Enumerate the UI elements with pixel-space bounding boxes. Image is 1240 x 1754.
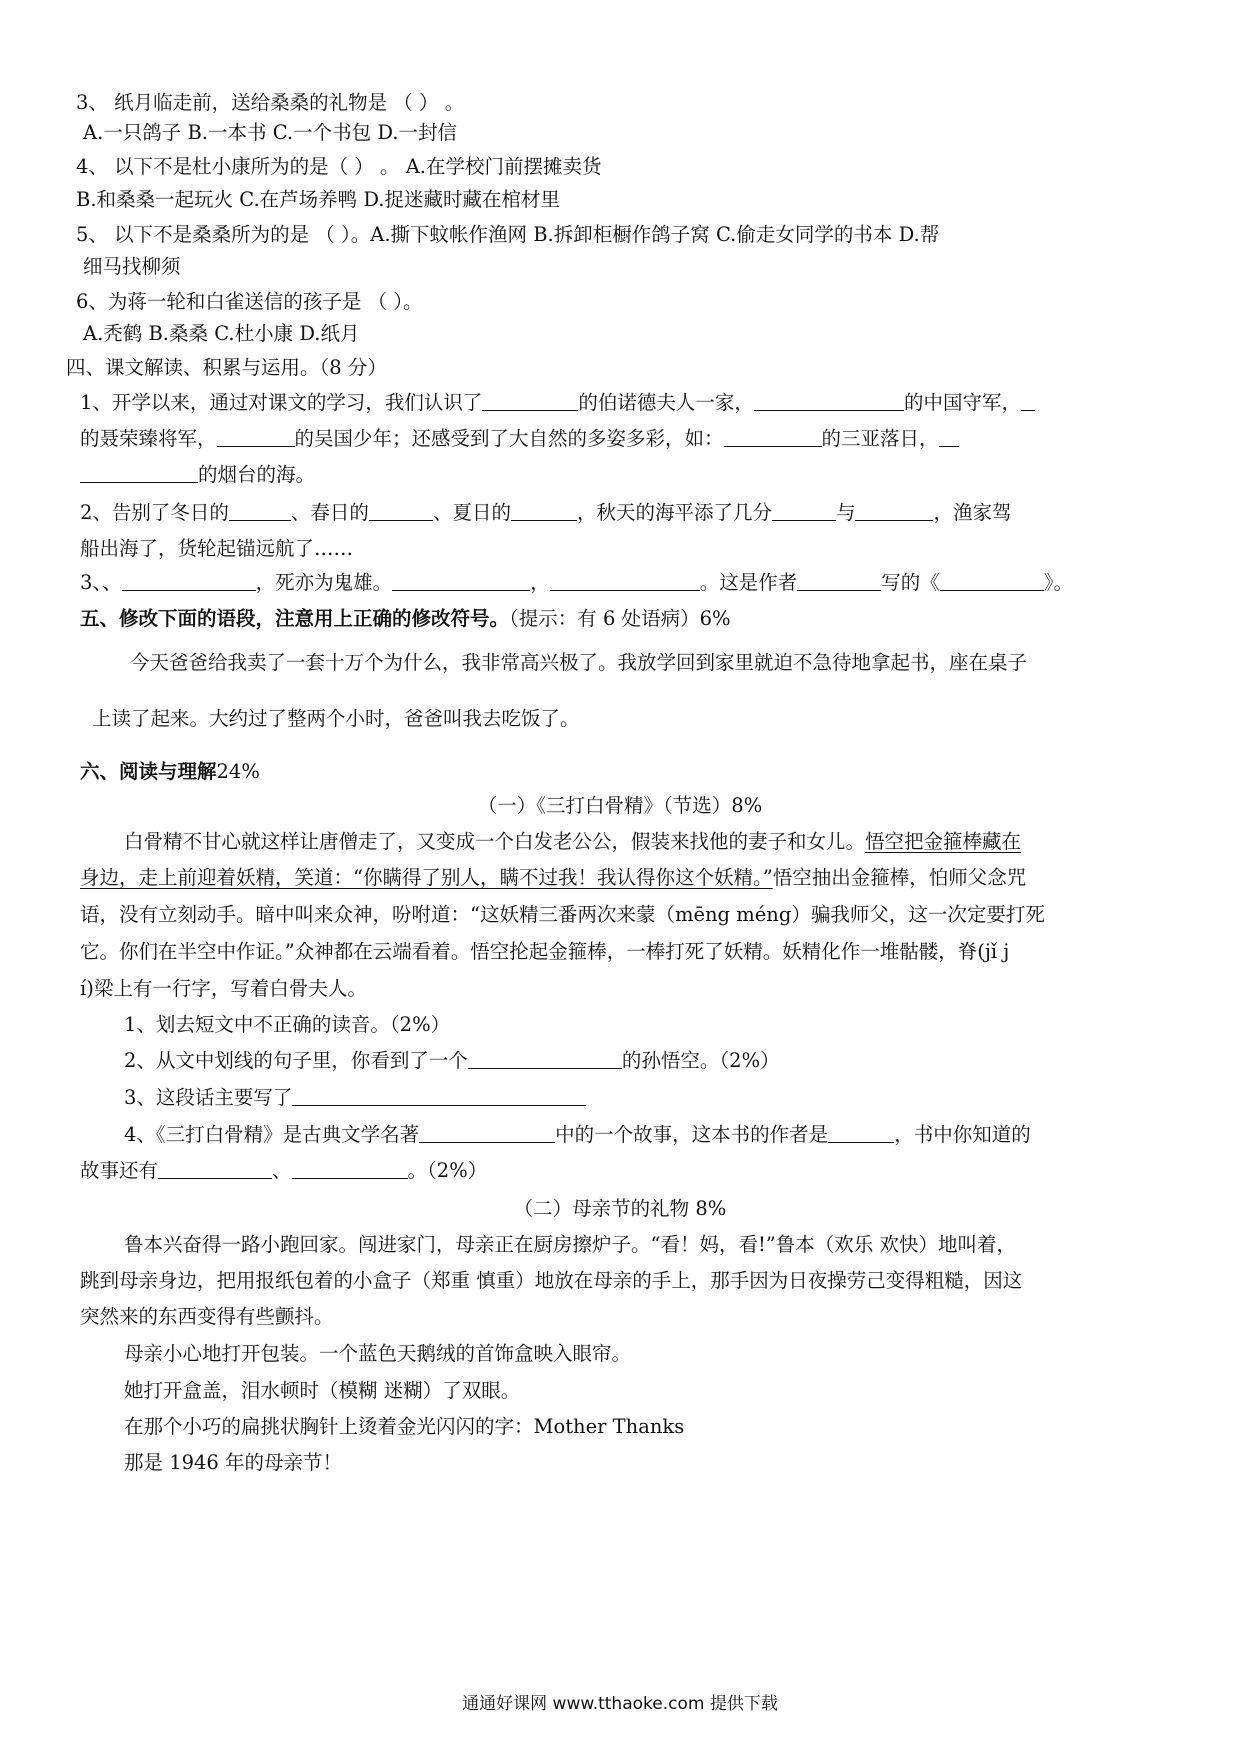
section-4-q3-line: 3、、 ，死亦为鬼雄。 ， 。这是作者 写的《 》。 [80,571,1073,594]
answer-blank[interactable] [1021,392,1035,411]
section-6-title: 六、阅读与理解 [80,760,217,783]
section-4-q1-line-2: 的聂荣臻将军， 的吴国少年；还感受到了大自然的多姿多彩，如： 的三亚落日， [80,426,959,452]
section-5-note: （提示：有 6 处语病）6% [509,607,731,630]
answer-blank[interactable] [511,502,577,521]
part-1-passage-line-2: 身边，走上前迎着妖精，笑道：“你瞒得了别人，瞒不过我！我认得你这个妖精。”悟空抽出金箍棒，怕师父念咒 [80,866,1027,889]
question-5-line-2: 细马找柳须 [83,255,181,278]
answer-blank[interactable] [939,428,959,447]
section-4-q1-line-3: 的烟台的海。 [80,462,315,488]
section-5-title: 五、修改下面的语段，注意用上正确的修改符号。 [80,607,510,630]
section-4-q1-line-1: 1、开学以来，通过对课文的学习，我们认识了 的伯诺德夫人一家， 的中国守军， [80,390,1035,416]
part-2-passage-line-6: 在那个小巧的扁挑状胸针上烫着金光闪闪的字：Mother Thanks [124,1415,685,1438]
question-3-options: A.一只鸽子 B.一本书 C.一个书包 D.一封信 [83,121,457,144]
question-5-line-1: 5、 以下不是桑桑所为的是 （ ）。A.撕下蚊帐作渔网 B.拆卸柜橱作鸽子窝 C.偷走女同学的书本 D.帮 [76,223,940,246]
section-5-paragraph-line-2: 上读了起来。大约过了整两个小时，爸爸叫我去吃饭了。 [92,707,580,730]
part-1-passage-line-1: 白骨精不甘心就这样让唐僧走了，又变成一个白发老公公，假装来找他的妻子和女儿。悟空把金箍棒藏在 [124,830,1022,853]
answer-blank[interactable] [292,1087,586,1106]
part-2-passage-line-7: 那是 1946 年的母亲节！ [124,1451,343,1474]
answer-blank[interactable] [940,572,1044,591]
part-2-passage-line-4: 母亲小心地打开包装。一个蓝色天鹅绒的首饰盒映入眼帘。 [124,1342,632,1365]
part-2-passage-line-1: 鲁本兴奋得一路小跑回家。闯进家门，母亲正在厨房擦炉子。“看！妈，看!”鲁本（欢乐 欢快）地叫着， [124,1233,1016,1256]
answer-blank[interactable] [772,502,836,521]
section-6-title-line [80,759,260,785]
answer-blank[interactable] [217,428,295,447]
answer-blank[interactable] [482,392,578,411]
answer-blank[interactable] [158,1160,272,1179]
answer-blank[interactable] [122,572,256,591]
underlined-sentence: 悟空把金箍棒藏在 [865,830,1022,853]
answer-blank[interactable] [550,572,700,591]
part-1-passage-line-5: í)梁上有一行字，写着白骨夫人。 [80,977,367,1000]
answer-blank[interactable] [797,572,881,591]
answer-blank[interactable] [292,1160,408,1179]
answer-blank[interactable] [828,1124,894,1143]
answer-blank[interactable] [419,1124,555,1143]
section-5-title-line [80,606,731,632]
part-1-question-4-line-1: 4、《三打白骨精》是古典文学名著 中的一个故事，这本书的作者是 ，书中你知道的 [124,1123,1031,1146]
part-1-question-4-line-2: 故事还有 、 。（2%） [80,1159,488,1182]
section-4-q2-line-2: 船出海了，货轮起锚远航了…… [80,537,354,560]
question-4-line-1: 4、 以下不是杜小康所为的是（ ） 。 A.在学校门前摆摊卖货 [76,155,602,178]
answer-blank[interactable] [754,392,904,411]
question-3-stem: 3、 纸月临走前，送给桑桑的礼物是 （ ） 。 [76,91,465,114]
underlined-sentence: 身边，走上前迎着妖精，笑道：“你瞒得了别人，瞒不过我！我认得你这个妖精。” [80,866,773,889]
part-1-heading: （一）《三打白骨精》（节选）8% [477,794,763,817]
part-1-passage-line-3: 语，没有立刻动手。暗中叫来众神，吩咐道：“这妖精三番两次来蒙（mēng méng）骗我师父，这一次定要打死 [80,903,1045,926]
answer-blank[interactable] [468,1050,622,1069]
question-4-line-2: B.和桑桑一起玩火 C.在芦场养鸭 D.捉迷藏时藏在棺材里 [76,188,560,211]
section-4-q2-line-1: 2、告别了冬日的 、春日的 、夏日的 ，秋天的海平添了几分 与 ，渔家驾 [80,501,1012,524]
part-2-passage-line-2: 跳到母亲身边，把用报纸包着的小盒子（郑重 慎重）地放在母亲的手上，那手因为日夜操劳己变得粗糙，因这 [80,1269,1023,1292]
part-2-passage-line-5: 她打开盒盖，泪水顿时（模糊 迷糊）了双眼。 [124,1379,521,1402]
part-1-question-1: 1、划去短文中不正确的读音。（2%） [124,1013,451,1036]
section-6-score: 24% [216,760,260,783]
part-1-passage-line-4: 它。你们在半空中作证。”众神都在云端看着。悟空抡起金箍棒，一棒打死了妖精。妖精化作一堆骷髅，脊(jǐ j [80,940,1010,963]
part-2-passage-line-3: 突然来的东西变得有些颤抖。 [80,1305,334,1328]
question-6-options: A.秃鹤 B.桑桑 C.杜小康 D.纸月 [83,322,360,345]
section-4-title: 四、课文解读、积累与运用。（8 分） [66,356,387,379]
part-1-question-2: 2、从文中划线的句子里，你看到了一个 的孙悟空。（2%） [124,1049,780,1072]
answer-blank[interactable] [369,502,433,521]
part-1-question-3: 3、这段话主要写了 [124,1085,586,1111]
answer-blank[interactable] [392,572,530,591]
question-6-stem: 6、为蒋一轮和白雀送信的孩子是 （ ）。 [76,290,423,313]
answer-blank[interactable] [724,428,822,447]
section-5-paragraph-line-1: 今天爸爸给我卖了一套十万个为什么，我非常高兴极了。我放学回到家里就迫不急待地拿起书，座在桌子 [130,651,1028,674]
answer-blank[interactable] [229,502,291,521]
answer-blank[interactable] [80,464,198,483]
part-2-heading: （二）母亲节的礼物 8% [513,1197,727,1220]
page-footer: 通通好课网 www.tthaoke.com 提供下载 [462,1694,778,1714]
answer-blank[interactable] [855,502,933,521]
